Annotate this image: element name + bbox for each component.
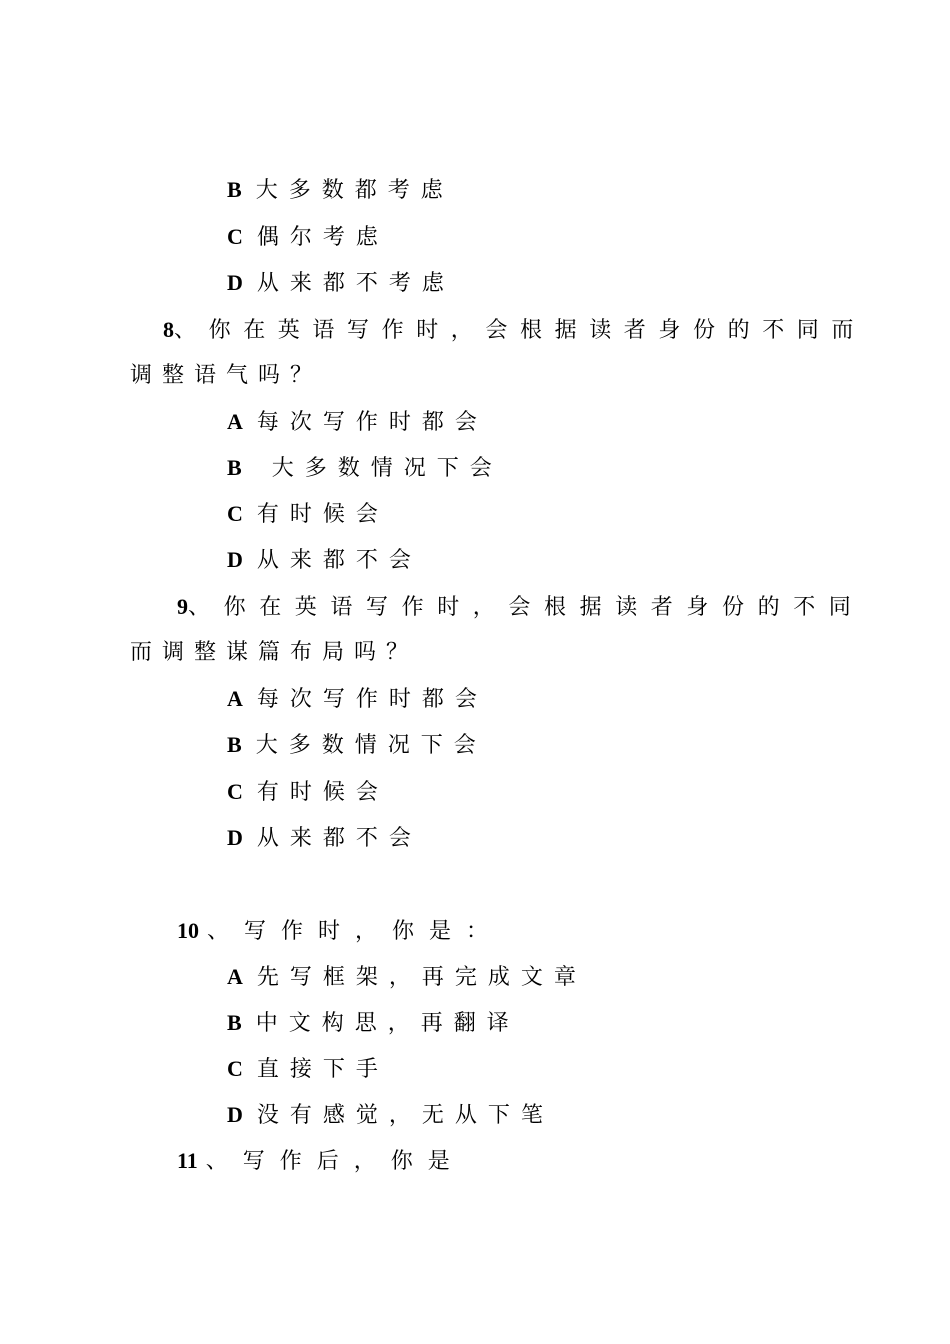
option-text: 大多数情况下会 <box>255 733 487 758</box>
q10-option-b <box>227 1008 520 1039</box>
option-letter: B <box>227 732 242 757</box>
q9-option-d <box>227 823 422 854</box>
option-text: 有时候会 <box>256 780 389 805</box>
q8-option-b <box>227 453 503 484</box>
option-text: 每次写作时都会 <box>256 687 488 712</box>
option-letter: D <box>227 270 243 295</box>
q8-question-line1 <box>163 315 866 346</box>
question-number: 8 <box>163 317 174 342</box>
question-text: 、你在英语写作时，会根据读者身份的不同 <box>188 595 865 620</box>
q8-option-d <box>227 545 422 576</box>
q8-question-line2 <box>130 361 322 391</box>
option-text: 从来都不会 <box>256 548 422 573</box>
option-text: 大多数情况下会 <box>271 456 503 481</box>
option-text: 先写框架，再完成文章 <box>256 965 587 990</box>
option-letter: D <box>227 547 243 572</box>
q7-option-d <box>227 268 455 299</box>
option-letter: A <box>227 686 243 711</box>
question-text: 、你在英语写作时，会根据读者身份的不同而 <box>174 318 867 343</box>
question-number: 9 <box>177 594 188 619</box>
q8-option-a <box>227 407 488 438</box>
q10-option-a <box>227 962 587 993</box>
option-letter: A <box>227 409 243 434</box>
option-text: 直接下手 <box>256 1057 389 1082</box>
option-text: 有时候会 <box>256 502 389 527</box>
q9-option-a <box>227 684 488 715</box>
q10-question-line1 <box>177 916 503 947</box>
option-text: 从来都不会 <box>256 826 422 851</box>
option-letter: C <box>227 501 243 526</box>
q9-option-b <box>227 730 487 761</box>
q9-question-line1 <box>177 592 864 623</box>
option-text: 从来都不考虑 <box>256 271 455 296</box>
option-letter: B <box>227 455 242 480</box>
question-text: 、写作时，你是： <box>207 919 504 944</box>
q9-question-line2 <box>130 638 418 668</box>
q8-option-c <box>227 499 389 530</box>
option-letter: B <box>227 177 242 202</box>
option-text: 偶尔考虑 <box>256 225 389 250</box>
option-text: 没有感觉，无从下笔 <box>256 1103 554 1128</box>
q10-option-c <box>227 1054 389 1085</box>
q7-option-b <box>227 175 454 206</box>
question-number: 11 <box>177 1148 198 1173</box>
option-text: 每次写作时都会 <box>256 410 488 435</box>
option-letter: D <box>227 825 243 850</box>
option-text: 中文构思，再翻译 <box>255 1011 520 1036</box>
option-letter: C <box>227 779 243 804</box>
option-text: 大多数都考虑 <box>255 178 454 203</box>
option-letter: D <box>227 1102 243 1127</box>
option-letter: A <box>227 964 243 989</box>
question-text: 调整语气吗？ <box>130 363 323 388</box>
q10-option-d <box>227 1100 554 1131</box>
option-letter: C <box>227 224 243 249</box>
q7-option-c <box>227 222 389 253</box>
q9-option-c <box>227 777 389 808</box>
question-text: 、写作后，你是 <box>205 1149 465 1174</box>
option-letter: C <box>227 1056 243 1081</box>
option-letter: B <box>227 1010 242 1035</box>
q11-question-line1 <box>177 1146 465 1177</box>
question-text: 而调整谋篇布局吗？ <box>130 640 419 665</box>
question-number: 10 <box>177 918 199 943</box>
